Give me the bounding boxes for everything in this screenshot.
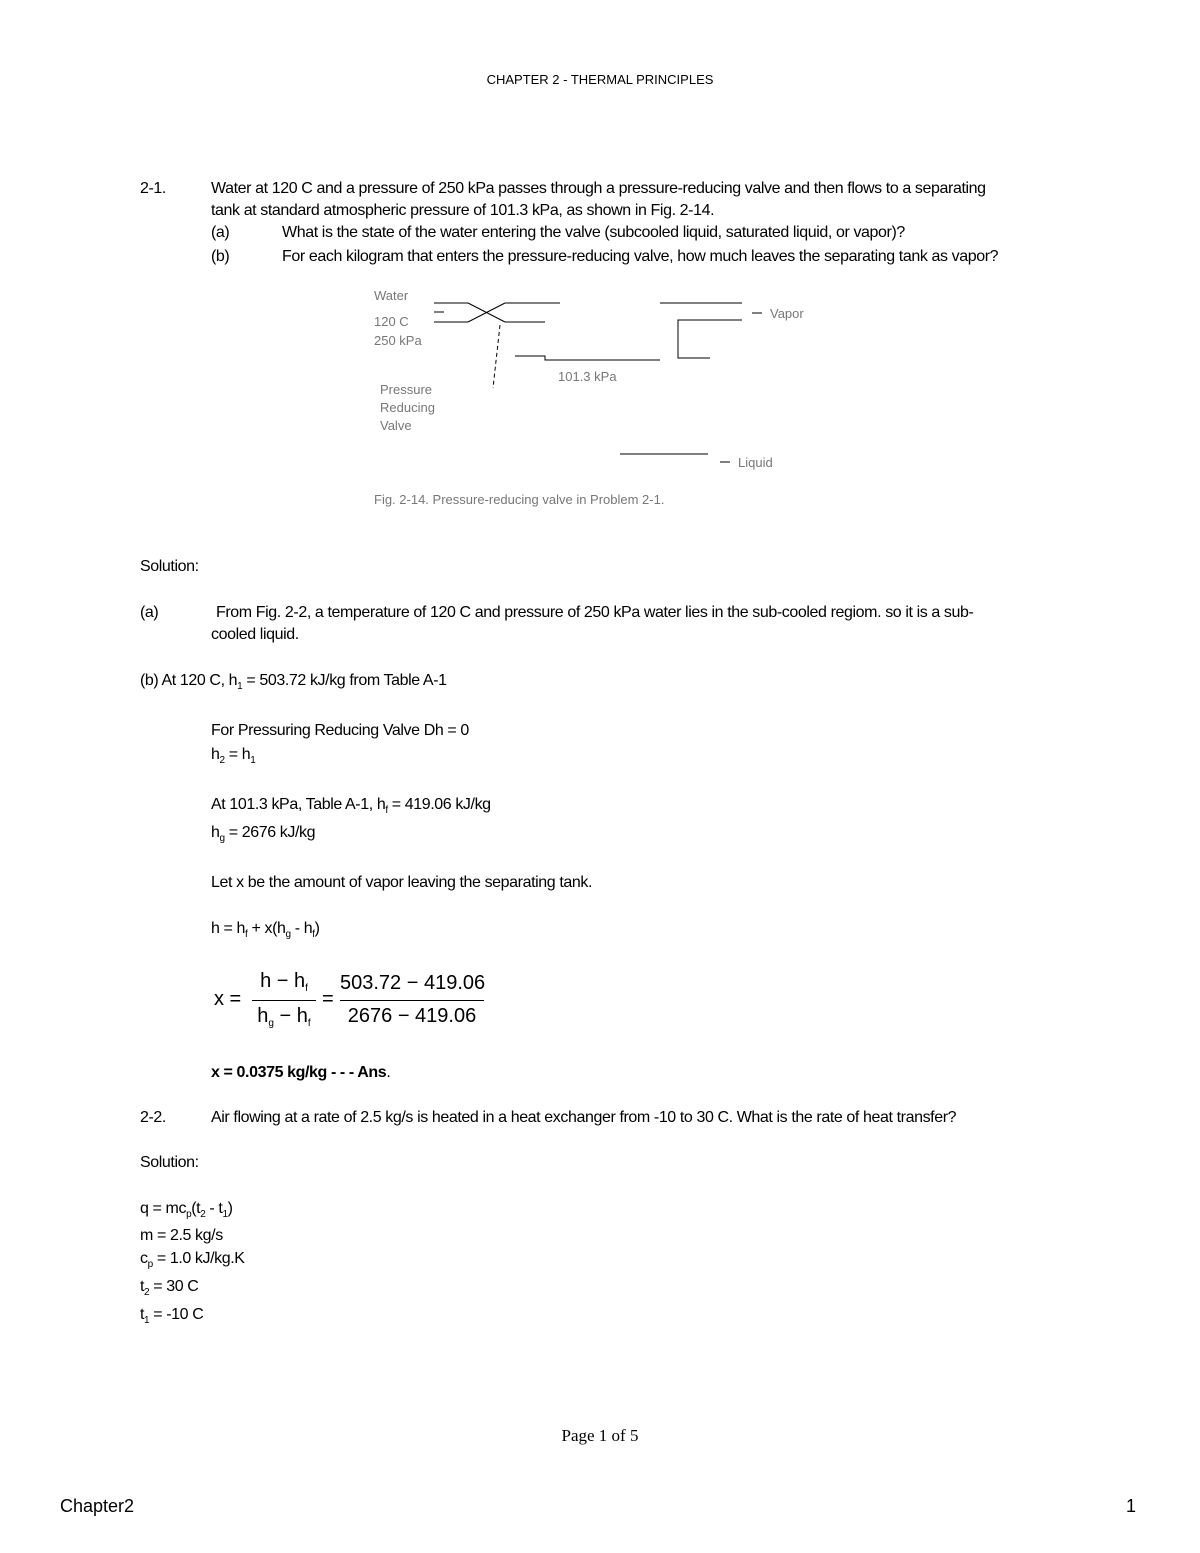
text-run: = 2676 kJ/kg [224, 824, 316, 841]
subscript: 2 [219, 755, 225, 766]
sheet-name: Chapter2 [60, 1496, 135, 1516]
fraction-numerator [252, 970, 316, 993]
figure-label-valve: Pressure [380, 382, 433, 397]
subscript: f [385, 805, 388, 816]
solution-line [140, 670, 447, 692]
text-run: = -10 C [149, 1306, 204, 1323]
text-run: h [211, 746, 220, 763]
subscript: p [147, 1259, 153, 1270]
figure-label-inlet-pressure: 250 kPa [374, 333, 422, 348]
text-run: (b) At 120 C, h [140, 672, 238, 689]
solution-line [211, 822, 315, 844]
fraction-equals: = [322, 988, 334, 1010]
text-run: = 503.72 kJ/kg from Table A-1 [242, 672, 447, 689]
part-label: (a) [211, 224, 230, 241]
subscript: f [245, 929, 248, 940]
subscript: 2 [144, 1287, 150, 1298]
text-run: h − h [260, 970, 306, 992]
text-run: = 1.0 kJ/kg.K [152, 1250, 245, 1267]
figure-2-14 [360, 280, 840, 510]
subscript: 1 [250, 755, 256, 766]
text-run: h [257, 1005, 269, 1027]
part-text: For each kilogram that enters the pressure-reducing valve, how much leaves the separating tank as vapor? [282, 248, 999, 265]
subscript: 1 [144, 1315, 150, 1326]
text-run: At 101.3 kPa, Table A-1, h [211, 796, 386, 813]
solution-line [211, 744, 255, 766]
figure-label-outlet-pressure: 101.3 kPa [558, 369, 617, 384]
figure-caption: Fig. 2-14. Pressure-reducing valve in Problem 2-1. [374, 492, 665, 507]
part-text: What is the state of the water entering the valve (subcooled liquid, saturated liquid, or vapor)? [282, 224, 905, 241]
text-run: h = h [211, 920, 246, 937]
figure-label-liquid: Liquid [738, 455, 773, 470]
fraction-bar [340, 1000, 484, 1001]
solution-part-label: (a) [140, 604, 159, 621]
page-label: Page 1 of 5 [561, 1426, 639, 1445]
solution-heading: Solution: [140, 1154, 199, 1171]
text-run: - h [290, 920, 313, 937]
solution-line [140, 1248, 245, 1270]
figure-label-water: Water [374, 288, 409, 303]
text-run: - t [205, 1200, 223, 1217]
text-run: ) [314, 920, 320, 937]
subscript: f [305, 983, 308, 994]
text-run: t [140, 1306, 145, 1323]
fraction-numerator: 503.72 − 419.06 [340, 972, 486, 994]
fraction-lhs: x = [214, 988, 242, 1010]
answer-line [211, 1062, 390, 1084]
solution-line [140, 1304, 203, 1326]
page-number: 1 [1126, 1496, 1137, 1516]
fraction-denominator [252, 1005, 316, 1028]
solution-line: For Pressuring Reducing Valve Dh = 0 [211, 722, 469, 739]
problem-number: 2-2. [140, 1109, 166, 1126]
text-run: t [140, 1278, 145, 1295]
solution-line [211, 794, 491, 816]
problem-text: tank at standard atmospheric pressure of 101.3 kPa, as shown in Fig. 2-14. [211, 202, 715, 219]
text-run: ) [227, 1200, 233, 1217]
text-run: + x(h [247, 920, 286, 937]
subscript: 2 [200, 1209, 206, 1220]
text-run: h [211, 824, 220, 841]
part-label: (b) [211, 248, 230, 265]
text-run: = 30 C [149, 1278, 199, 1295]
page-header: CHAPTER 2 - THERMAL PRINCIPLES [486, 72, 714, 87]
solution-heading: Solution: [140, 558, 199, 575]
text-run: = h [224, 746, 251, 763]
subscript: f [307, 1018, 311, 1029]
figure-label-vapor: Vapor [770, 306, 804, 321]
fraction-bar [252, 1000, 316, 1001]
equation-line [211, 918, 320, 940]
text-run: − h [273, 1005, 308, 1027]
text-run: = 419.06 kJ/kg [387, 796, 491, 813]
solution-line: Let x be the amount of vapor leaving the separating tank. [211, 874, 593, 891]
solution-line [140, 1276, 198, 1298]
problem-text: Air flowing at a rate of 2.5 kg/s is heated in a heat exchanger from -10 to 30 C. What is the rate of heat transfer? [211, 1109, 957, 1126]
subscript: 1 [237, 681, 243, 692]
problem-text: Water at 120 C and a pressure of 250 kPa passes through a pressure-reducing valve and then flows to a separating [211, 180, 986, 197]
subscript: p [186, 1209, 192, 1220]
text-run: . [386, 1064, 391, 1081]
fraction-denominator: 2676 − 419.06 [347, 1005, 477, 1027]
subscript: g [219, 833, 225, 844]
subscript: f [312, 929, 315, 940]
figure-label-temperature: 120 C [374, 314, 409, 329]
text-run: c [140, 1250, 148, 1267]
figure-label-valve: Valve [380, 418, 412, 433]
fraction-equation [210, 965, 500, 1040]
subscript: g [285, 929, 291, 940]
solution-line [140, 1198, 233, 1220]
solution-text: From Fig. 2-2, a temperature of 120 C and pressure of 250 kPa water lies in the sub-cooled regiom. so it is a sub- [216, 604, 974, 621]
text-run: q = mc [140, 1200, 187, 1217]
solution-text: cooled liquid. [211, 626, 299, 643]
subscript: 1 [222, 1209, 228, 1220]
answer-text: x = 0.0375 kg/kg - - - Ans [211, 1064, 387, 1081]
text-run: (t [191, 1200, 201, 1217]
figure-label-valve: Reducing [380, 400, 435, 415]
problem-number: 2-1. [140, 180, 166, 197]
subscript: g [268, 1018, 274, 1029]
solution-line: m = 2.5 kg/s [140, 1227, 223, 1244]
